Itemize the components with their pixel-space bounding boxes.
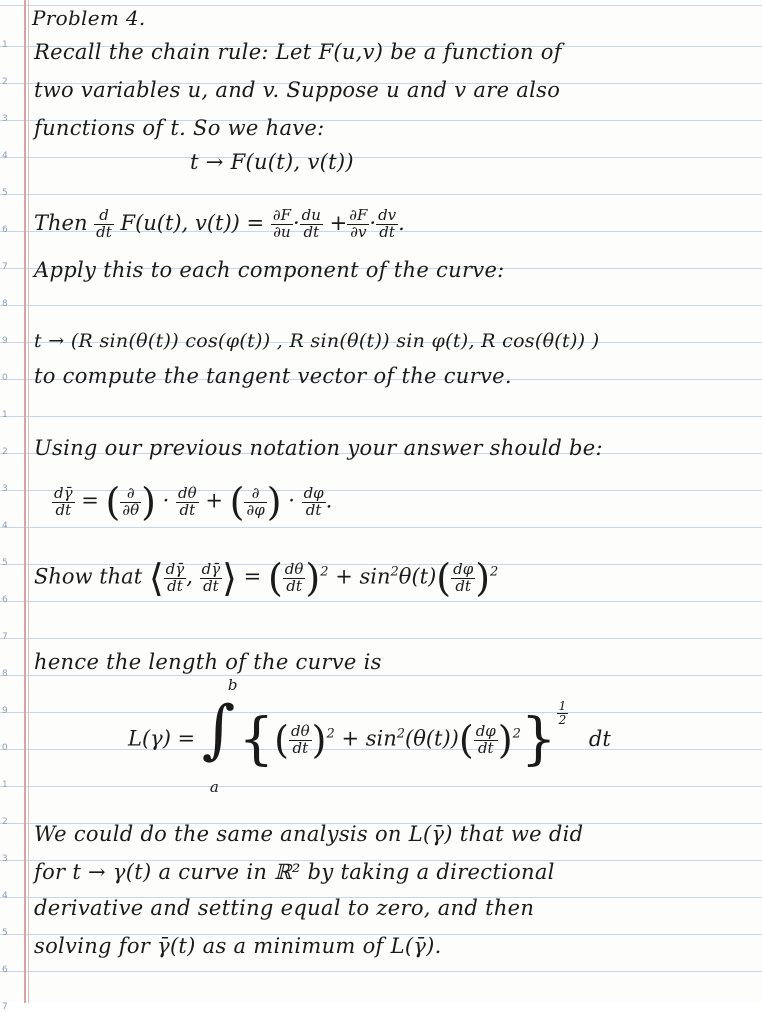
line-number: 3	[2, 114, 8, 124]
map-composition: t → F(u(t), v(t))	[190, 150, 354, 174]
line-number: 0	[2, 743, 8, 753]
line-number: 1	[2, 780, 8, 790]
show-that-label: Show that	[34, 564, 143, 589]
line-number: 6	[2, 965, 8, 975]
line-number: 1	[2, 40, 8, 50]
d-dt-fraction: $\frac{d}{dt}$	[96, 206, 112, 241]
hence-line: hence the length of the curve is	[34, 650, 382, 674]
line-number: 4	[2, 151, 8, 161]
margin-line	[24, 0, 26, 1003]
paragraph-line-3: derivative and setting equal to zero, and then	[34, 896, 535, 920]
partial-phi-fraction: $\frac{\partial}{\partial\varphi}$	[246, 483, 265, 519]
tangent-vector-equation: $\frac{d\gammā}{dt}$ = ( $\frac{\partial}{\partial\theta}$ ) · $\frac{d\theta}{dt}$ + ( $\frac{\partial}{\partial\varphi}$ ) · $\frac{d\varphi}{dt}$ .	[54, 480, 333, 524]
line-number: 7	[2, 632, 8, 642]
line-number: 4	[2, 891, 8, 901]
dphi-dt-fraction-3: $\frac{d\varphi}{dt}$	[475, 721, 496, 757]
line-number: 8	[2, 669, 8, 679]
compute-line: to compute the tangent vector of the curve.	[34, 364, 512, 388]
apply-line: Apply this to each component of the curve:	[34, 258, 505, 282]
du-dt-fraction: $\frac{du}{dt}$	[301, 206, 321, 241]
paragraph-line-1: We could do the same analysis on L(γ̄) that we did	[34, 822, 584, 846]
dgamma-dt-fraction-b: $\frac{d\gammā}{dt}$	[201, 559, 221, 595]
intro-line-1: Recall the chain rule: Let F(u,v) be a function of	[34, 40, 562, 64]
arc-length-equation: L(γ) = ∫ b a {( $\frac{d\theta}{dt}$ )$^2 + \sin^2(\theta(t))$( $\frac{d\varphi}{dt}$ )$^2$} $\frac{1}{2}$ dt	[128, 676, 611, 796]
line-number: 0	[2, 373, 8, 383]
chain-rule-equation: Then $\frac{d}{dt}$ F(u(t), v(t)) = $\frac{\partial F}{\partial u}$ · $\frac{du}{dt}$ + $\frac{\partial F}{\partial v}$ · $\frac{dv}{dt}$ .	[34, 206, 405, 241]
dtheta-dt-fraction-2: $\frac{d\theta}{dt}$	[284, 559, 304, 595]
line-number: 8	[2, 299, 8, 309]
paragraph-line-4: solving for γ̄(t) as a minimum of L(γ̄).	[34, 934, 442, 958]
dphi-dt-fraction: $\frac{d\varphi}{dt}$	[303, 483, 324, 519]
line-number: 2	[2, 817, 8, 827]
line-number: 3	[2, 484, 8, 494]
problem-title: Problem 4.	[32, 6, 146, 30]
dtheta-dt-fraction: $\frac{d\theta}{dt}$	[178, 483, 197, 519]
margin-line-secondary	[28, 0, 29, 1003]
line-number: 1	[2, 410, 8, 420]
line-number: 5	[2, 928, 8, 938]
dF-du-fraction: $\frac{\partial F}{\partial u}$	[272, 206, 291, 241]
line-number: 4	[2, 521, 8, 531]
then-label: Then	[34, 210, 88, 235]
line-number: 2	[2, 447, 8, 457]
line-number: 5	[2, 558, 8, 568]
then-F-expression: F(u(t), v(t)) =	[120, 210, 265, 235]
line-number: 7	[2, 1002, 8, 1012]
line-number: 5	[2, 188, 8, 198]
inner-product-equation: Show that ⟨ $\frac{d\gammā}{dt}$ , $\frac{d\gammā}{dt}$ ⟩ = ( $\frac{d\theta}{dt}$ )$^2 + \sin^2\theta(t)$( $\frac{d\varphi}{dt}$ )$^2$	[34, 556, 499, 600]
dtheta-dt-fraction-3: $\frac{d\theta}{dt}$	[291, 721, 310, 757]
line-number: 9	[2, 336, 8, 346]
dgamma-dt-fraction-a: $\frac{d\gammā}{dt}$	[165, 559, 185, 595]
dphi-dt-fraction-2: $\frac{d\varphi}{dt}$	[453, 559, 474, 595]
line-number: 2	[2, 77, 8, 87]
line-number: 6	[2, 225, 8, 235]
dgamma-dt-fraction: $\frac{d\gammā}{dt}$	[54, 483, 73, 519]
length-lhs: L(γ) =	[128, 726, 196, 751]
one-half-exponent: $\frac{1}{2}$	[558, 699, 567, 727]
using-line: Using our previous notation your answer should be:	[34, 436, 603, 460]
line-number: 6	[2, 595, 8, 605]
integral-sign: ∫ b a	[201, 676, 238, 796]
dF-dv-fraction: $\frac{\partial F}{\partial v}$	[349, 206, 368, 241]
dv-dt-fraction: $\frac{dv}{dt}$	[378, 206, 397, 241]
line-number: 3	[2, 854, 8, 864]
curve-parametrization: t → (R sin(θ(t)) cos(φ(t)) , R sin(θ(t)) sin φ(t), R cos(θ(t)) )	[34, 330, 600, 352]
line-number: 9	[2, 706, 8, 716]
partial-theta-fraction: $\frac{\partial}{\partial\theta}$	[122, 483, 140, 519]
intro-line-2: two variables u, and v. Suppose u and v are also	[34, 78, 561, 102]
line-number: 7	[2, 262, 8, 272]
intro-line-3: functions of t. So we have:	[34, 116, 325, 140]
paragraph-line-2: for t → γ(t) a curve in ℝ² by taking a directional	[34, 860, 555, 884]
